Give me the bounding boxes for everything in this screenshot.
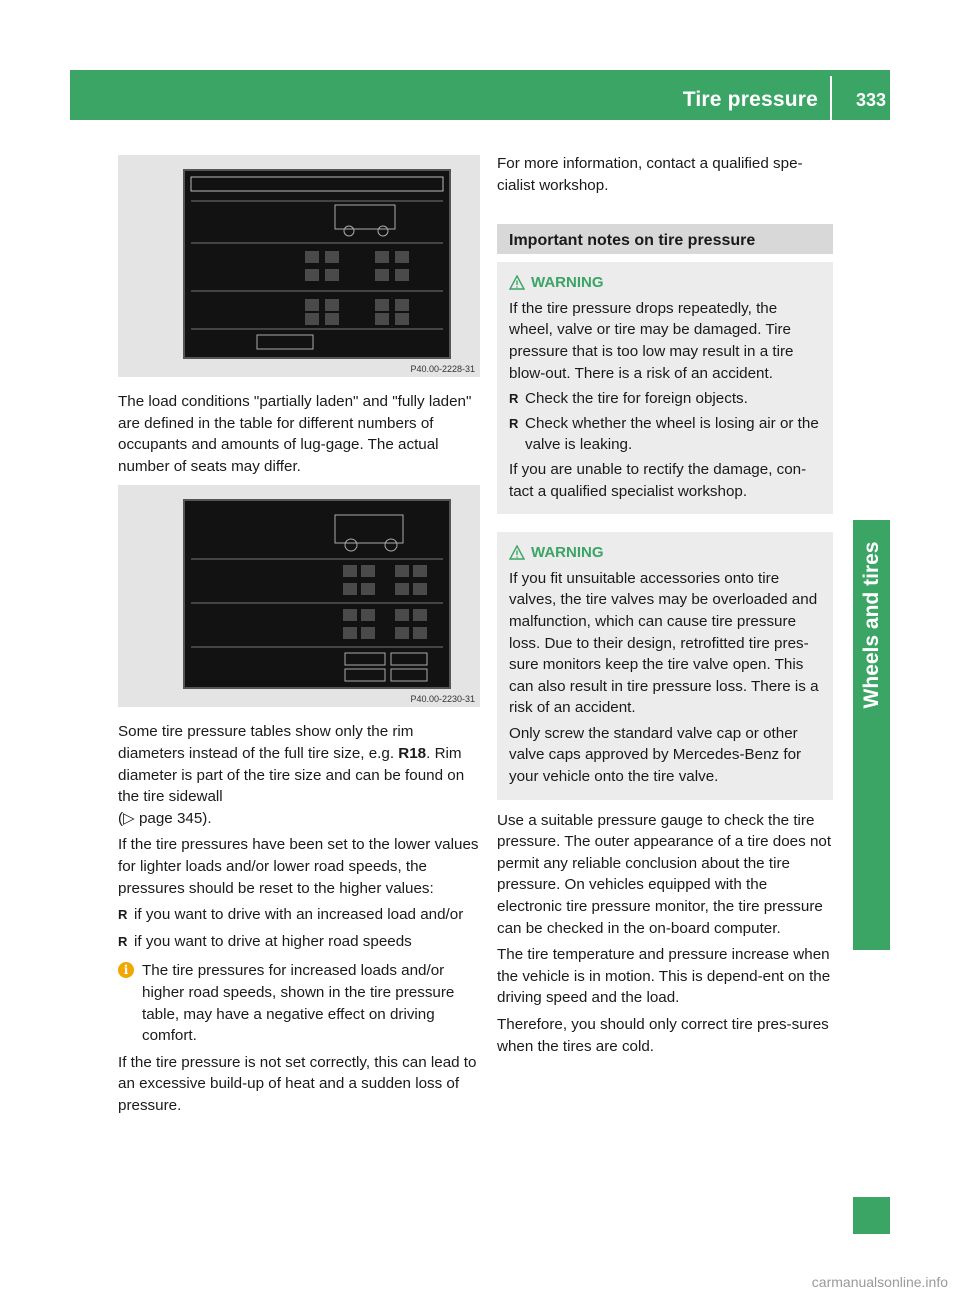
paragraph: For more information, contact a qualified spe-cialist workshop. <box>497 155 803 194</box>
warning-triangle-icon <box>509 545 525 560</box>
paragraph: The load conditions "partially laden" and "fully laden" are defined in the table for different numbers of occupants and amounts of lug-gage. The actual number of seats may differ. <box>118 393 472 475</box>
tire-label-graphic <box>185 501 449 687</box>
warning-triangle-icon <box>509 275 525 290</box>
paragraph: If the tire pressures have been set to the lower values for lighter loads and/or lower road speeds, the pressures should be reset to the higher values: <box>118 836 479 897</box>
list-item: R if you want to drive with an increased load and/or <box>118 904 480 926</box>
tire-pressure-label-figure-2 <box>118 485 480 707</box>
warning-box <box>497 262 833 514</box>
info-note <box>118 960 480 1046</box>
section-heading: Important notes on tire pressure <box>497 224 833 254</box>
warning-title <box>509 272 825 294</box>
list-item: R Check whether the wheel is losing air or the valve is leaking. <box>509 413 825 456</box>
info-icon: i <box>118 962 134 978</box>
watermark: carmanualsonline.info <box>811 1274 948 1290</box>
figure-code: P40.00-2228-31 <box>410 364 475 374</box>
header-title: Tire pressure <box>682 88 818 111</box>
warning-footer: Only screw the standard valve cap or other valve caps approved by Mercedes-Benz for your vehicle onto the tire valve. <box>509 724 802 786</box>
list-item: R if you want to drive at higher road speeds <box>118 931 480 953</box>
warning-title <box>509 542 825 564</box>
paragraph: Use a suitable pressure gauge to check the tire pressure. The outer appearance of a tire does not permit any reliable conclusion about the tire pressure. On vehicles equipped with the electronic tire pressure monitor, the tire pressure can be checked in the on-board computer. <box>497 811 832 937</box>
text-run: Some tire pressure tables show only the rim diameters instead of the full tire size, e.g. <box>118 723 414 762</box>
tire-pressure-label-image <box>183 169 451 359</box>
paragraph: Therefore, you should only correct tire pres-sures when the tires are cold. <box>497 1016 829 1055</box>
tire-pressure-label-figure-1 <box>118 155 480 377</box>
warning-text: If you fit unsuitable accessories onto tire valves, the tire valves may be overloaded and malfunction, which can cause tire pressure loss. Due to their design, retrofitted tire pres-sure monitors keep the tire valve open. This can also result in tire pressure loss. There is a risk of an accident. <box>509 569 819 717</box>
page-reference-link[interactable]: (▷ page 345). <box>118 809 212 827</box>
side-marker <box>853 1197 890 1234</box>
tire-label-graphic <box>185 171 449 357</box>
warning-label: WARNING <box>531 274 604 292</box>
warning-text: If the tire pressure drops repeatedly, the wheel, valve or tire may be damaged. Tire pressure that is too low may result in a tire blow-out. There is a risk of an accident. <box>509 299 794 382</box>
warning-box <box>497 532 833 800</box>
right-column <box>497 153 833 1062</box>
paragraph: If the tire pressure is not set correctly, this can lead to an excessive build-up of heat and a sudden loss of pressure. <box>118 1053 477 1114</box>
figure-code: P40.00-2230-31 <box>410 694 475 705</box>
text-run: . Rim diameter is part of the tire size and can be found on the tire sidewall <box>118 744 465 806</box>
header-separator <box>830 76 832 120</box>
warning-label: WARNING <box>531 544 604 562</box>
warning-footer: If you are unable to rectify the damage, con-tact a qualified specialist workshop. <box>509 460 807 500</box>
page-number: 333 <box>855 90 886 110</box>
info-note-text: The tire pressures for increased loads and/or higher road speeds, shown in the tire pressure table, may have a negative effect on driving comfort. <box>142 962 455 1045</box>
side-tab-label: Wheels and tires <box>860 541 883 709</box>
paragraph <box>118 721 480 829</box>
list-item: R Check the tire for foreign objects. <box>509 388 825 410</box>
rim-example: R18 <box>398 744 427 762</box>
paragraph: The tire temperature and pressure increase when the vehicle is in motion. This is depend-ent on the driving speed and the load. <box>497 946 831 1007</box>
left-column <box>118 0 480 1121</box>
tire-pressure-label-image <box>183 499 451 689</box>
